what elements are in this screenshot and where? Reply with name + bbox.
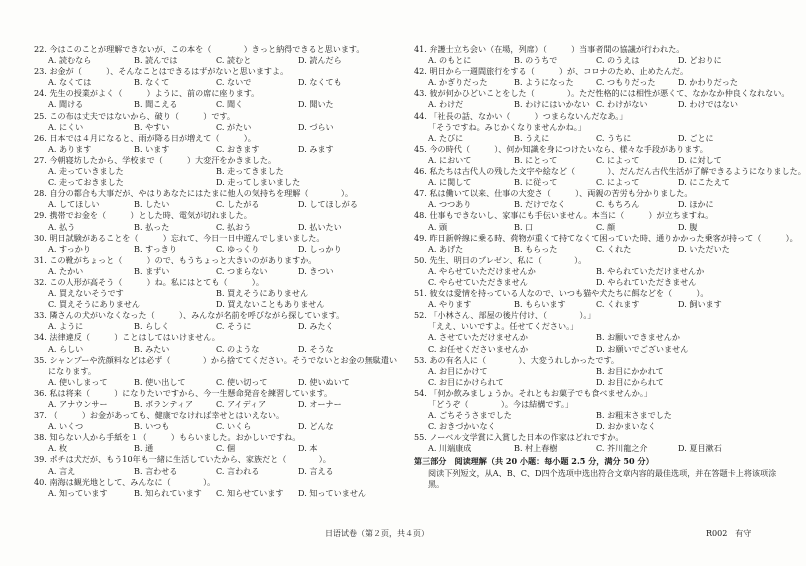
question-item <box>34 188 379 210</box>
answer-options <box>34 288 379 299</box>
answer-option: D. いただいた <box>678 243 730 254</box>
answer-options <box>34 399 379 410</box>
answer-option: B. やすい <box>134 121 170 132</box>
answer-option: C. くれた <box>596 243 632 254</box>
question-stem: 44. 「社長の話、なかい（ ）つまらないんだなあ。」 <box>414 110 628 121</box>
answer-option: D. 言える <box>298 465 334 476</box>
answer-option: B. のうちで <box>514 55 558 66</box>
answer-options <box>414 133 766 144</box>
answer-option: B. お願いできませんか <box>596 332 680 343</box>
answer-option: D. してほしがる <box>298 199 358 210</box>
question-stem: 31. この靴がちょっと（ ）ので、もうちょっと大きいのがありますか。 <box>34 254 317 265</box>
question-item <box>34 66 379 88</box>
answer-option: A. 枚 <box>48 443 68 454</box>
answer-option: B. 村上春樹 <box>514 443 558 454</box>
question-stem: 47. 私は働いて以来、仕事の大変さ（ ）、両親の苦労も分かりました。 <box>414 188 693 199</box>
answer-option: A. 買えないそうです <box>48 288 124 299</box>
answer-option: C. 聞く <box>216 99 244 110</box>
answer-option: B. みたい <box>134 343 170 354</box>
question-stem: 49. 昨日新幹線に乗る時、荷物が重くて持てなくて困っていた時、通りかかった乗客が持って（ ）。 <box>414 232 798 243</box>
question-item <box>34 210 379 232</box>
question-stem: 34. 法律違反（ ）ことはしてはいけません。 <box>34 332 220 343</box>
question-item <box>34 255 379 277</box>
answer-option: B. したい <box>134 199 170 210</box>
answer-option: B. 聞こえる <box>134 99 178 110</box>
answer-option: B. やられていただけませんか <box>596 265 705 276</box>
answer-options <box>414 366 766 377</box>
answer-option: C. お任せくださいませんか <box>428 343 529 354</box>
answer-option: D. 知っていません <box>298 487 367 498</box>
question-stem: 24. 先生の授業がよく（ ）ように、前の席に座ります。 <box>34 88 260 99</box>
question-stem: 33. 隣さんの犬がいなくなった（ ）、みんなが名前を呼びながら探しています。 <box>34 310 345 321</box>
question-stem-continued: 「どうぞ（ ）。今は結構です。」 <box>428 399 574 409</box>
question-stem: 40. 南海は観光地として、みんなに（ ）。 <box>34 476 216 487</box>
answer-option: D. みます <box>298 143 334 154</box>
answer-option: A. ように <box>48 321 84 332</box>
answer-option: D. みたく <box>298 321 334 332</box>
answer-option: D. なくても <box>298 77 342 88</box>
answer-option: C. うちに <box>596 132 632 143</box>
answer-option: D. そうな <box>298 343 334 354</box>
question-stem: 53. あの有名人に（ ）、大変うれしかったです。 <box>414 354 619 365</box>
answer-options <box>34 199 379 210</box>
question-stem: 35. シャンプーや洗顔料などは必ず（ ）から捨ててください。そうでないとお金の無駄遣い <box>34 354 398 365</box>
answer-option: C. おきます <box>216 143 260 154</box>
answer-option: B. うえに <box>514 132 550 143</box>
answer-option: B. 読んでは <box>134 55 178 66</box>
answer-option: B. 買えそうにありません <box>216 288 309 299</box>
question-stem: 23. お金が（ ）、そんなことはできるはずがないと思いますよ。 <box>34 66 289 77</box>
question-item <box>414 210 766 232</box>
answer-option: A. アナウンサー <box>48 399 108 409</box>
question-stem: 28. 自分の都合も大事だが、やはりあなたにはたまに他人の気持ちを理解（ ）。 <box>34 188 353 199</box>
answer-option: C. やらせていただきません <box>428 276 528 287</box>
answer-option: C. 知らせています <box>216 487 284 498</box>
answer-option: B. だけでなく <box>514 199 566 210</box>
answer-option: A. において <box>428 154 472 165</box>
answer-option: D. 聞いた <box>298 99 334 110</box>
answer-option: A. 使いしまって <box>48 376 108 387</box>
answer-options <box>414 199 766 210</box>
answer-option: D. オーナー <box>298 399 342 409</box>
question-item <box>414 288 766 310</box>
answer-option: C. お目にかけられて <box>428 376 504 387</box>
right-column <box>414 44 806 490</box>
question-stem: 54. 「何か飲みましょうか。それともお菓子でも食べませんか。」 <box>414 387 653 398</box>
question-stem: 29. 携帯でお金を（ ）とした時、電気が切れました。 <box>34 210 252 221</box>
question-stem: 22. 今はこのことが理解できないが、この本を（ ）きっと納得できると思います。 <box>34 44 365 54</box>
answer-option: A. たかい <box>48 265 84 276</box>
question-stem: 42. 明日から一週間旅行をする（ ）が、コロナのため、止めたんだ。 <box>414 66 689 77</box>
answer-option: B. 口 <box>514 221 534 232</box>
question-stem-continued: 「ええ、いいですよ。任せてください。」 <box>428 321 579 332</box>
answer-options <box>34 166 379 177</box>
answer-options <box>34 466 379 477</box>
question-item <box>34 277 379 310</box>
question-item <box>34 354 398 388</box>
answer-option: D. 本 <box>298 443 318 454</box>
answer-options <box>34 122 379 133</box>
question-item <box>34 155 379 188</box>
answer-option: B. もらった <box>514 243 558 254</box>
answer-options <box>34 421 379 432</box>
answer-option: A. 知っています <box>48 487 108 498</box>
question-item <box>414 388 766 432</box>
answer-option: A. させていただけませんか <box>428 332 529 343</box>
answer-option: B. すっきり <box>134 243 177 254</box>
answer-option: D. やられていただきません <box>596 276 697 287</box>
question-item <box>34 111 379 133</box>
answer-options <box>414 177 766 188</box>
answer-option: C. ないで <box>216 77 252 88</box>
question-item <box>414 188 766 210</box>
answer-options <box>414 344 766 355</box>
answer-option: A. たびに <box>428 132 464 143</box>
answer-option: A. にくい <box>48 121 84 132</box>
answer-options <box>34 321 379 332</box>
answer-option: C. がたい <box>216 121 252 132</box>
answer-option: B. らしく <box>134 321 170 332</box>
answer-option: D. に対して <box>678 154 722 165</box>
answer-option: C. 使い切って <box>216 376 268 387</box>
answer-options <box>34 344 379 355</box>
question-stem: 46. 私たちは古代人の残した文字や絵など（ ）、だんだん古代生活が了解できるようになりました。 <box>414 166 806 177</box>
answer-options <box>414 443 766 454</box>
answer-option: A. 読むなら <box>48 55 92 66</box>
question-item <box>414 111 766 144</box>
question-item <box>34 332 379 354</box>
question-item <box>34 233 379 255</box>
answer-option: B. 払った <box>134 221 170 232</box>
answer-option: D. しっかり <box>298 243 342 254</box>
answer-option: C. 言われる <box>216 465 260 476</box>
answer-options <box>34 55 379 66</box>
answer-option: B. 言わせる <box>134 465 178 476</box>
question-item <box>414 310 766 354</box>
answer-option: A. 聞ける <box>48 99 84 110</box>
answer-option: D. 腹 <box>678 221 698 232</box>
question-stem: 26. 日本では４月になると、雨が降る日が増えて（ ）。 <box>34 132 256 143</box>
answer-option: B. もらいます <box>514 299 566 310</box>
answer-option: B. に従って <box>514 177 558 188</box>
answer-option: A. してほしい <box>48 199 100 210</box>
question-stem: 51. 彼女は愛情を持っている人なので、いつも猫や犬たちに餌などを（ ）。 <box>414 288 709 299</box>
answer-options <box>34 266 379 277</box>
answer-option: D. ごとに <box>678 132 714 143</box>
answer-option: D. 払いたい <box>298 221 342 232</box>
answer-options <box>34 77 379 88</box>
answer-option: B. わけにはいかない <box>514 99 590 110</box>
answer-option: A. 走っていきました <box>48 166 124 177</box>
question-item <box>414 355 766 388</box>
answer-option: D. どんな <box>298 421 334 432</box>
answer-option: B. 走ってきました <box>216 166 284 177</box>
answer-option: D. 読んだら <box>298 55 342 66</box>
answer-option: B. 使い出して <box>134 376 186 387</box>
answer-options <box>34 99 379 110</box>
answer-option: B. なくて <box>134 77 170 88</box>
answer-option: C. のうえは <box>596 55 640 66</box>
answer-option: C. おきづかいなく <box>428 421 496 432</box>
answer-option: C. のような <box>216 343 260 354</box>
question-stem: 50. 先生、明日のプレゼン、私に（ ）。 <box>414 254 587 265</box>
answer-options <box>414 55 766 66</box>
answer-option: D. おかまいなく <box>596 421 656 432</box>
answer-option: C. 芥川龍之介 <box>596 443 648 454</box>
question-item <box>34 388 379 410</box>
question-stem: 43. 彼が何かひどいことをした（ ）。ただ性格的には相性が悪くて、なかなか仲良くなれない。 <box>414 88 790 99</box>
question-stem: 39. ポチは犬だが、もう10年も一緒に生活していたから、家族だと（ ）。 <box>34 454 331 465</box>
answer-option: A. らしい <box>48 343 84 354</box>
question-stem: 25. この布は丈夫ではないから、破り（ ）です。 <box>34 110 235 121</box>
answer-options <box>414 377 766 388</box>
answer-options <box>414 299 766 310</box>
answer-option: B. います <box>134 143 170 154</box>
answer-option: B. まずい <box>134 265 170 276</box>
answer-option: D. かわりだった <box>678 77 738 88</box>
answer-option: B. お粗末さまでした <box>596 410 672 421</box>
question-item <box>414 144 766 166</box>
answer-option: A. 川端康成 <box>428 443 472 454</box>
answer-option: C. によって <box>596 154 640 165</box>
answer-option: A. あげた <box>428 243 464 254</box>
page-footer: 日语试卷（第２页，共４页） <box>325 529 429 538</box>
answer-option: C. つもりだった <box>596 77 656 88</box>
question-stem: 55. ノーベル文学賞に入賞した日本の作家はどれですか。 <box>414 432 624 443</box>
question-item <box>34 410 379 432</box>
question-item <box>34 477 379 499</box>
paper-code: R002 有守 <box>706 529 752 538</box>
answer-option: A. あります <box>48 143 92 154</box>
answer-options <box>414 244 766 255</box>
answer-option: A. 払う <box>48 221 76 232</box>
question-stem-continued: 「そうですね。みじかくなりませんかね。」 <box>428 121 586 132</box>
answer-option: B. にとって <box>514 154 558 165</box>
answer-option: C. くれます <box>596 299 640 310</box>
answer-option: C. つまらない <box>216 265 268 276</box>
answer-options <box>414 277 766 288</box>
left-column <box>34 44 398 499</box>
question-item <box>414 255 766 288</box>
answer-option: A. つつあり <box>428 199 472 210</box>
answer-option: A. に関して <box>428 177 472 188</box>
answer-option: B. 知られています <box>134 487 202 498</box>
answer-option: C. によって <box>596 177 640 188</box>
answer-option: C. もちろん <box>596 199 640 210</box>
answer-options <box>414 77 766 88</box>
answer-options <box>414 332 766 343</box>
question-stem-continued: になります。 <box>48 365 96 376</box>
answer-options <box>34 488 379 499</box>
answer-options <box>34 377 379 388</box>
question-stem: 36. 私は将来（ ）になりたいですから、今一生懸命発音を練習しています。 <box>34 387 333 398</box>
answer-option: A. のもとに <box>428 55 472 66</box>
answer-option: D. ほかに <box>678 199 714 210</box>
answer-option: C. したがる <box>216 199 260 210</box>
answer-option: C. ゆっくり <box>216 243 260 254</box>
answer-option: C. いくら <box>216 421 252 432</box>
answer-option: B. 通 <box>134 443 154 454</box>
answer-option: C. 払おう <box>216 221 252 232</box>
answer-option: C. 顔 <box>596 221 616 232</box>
answer-options <box>34 299 379 310</box>
answer-option: D. にこたえて <box>678 177 730 188</box>
question-stem: 52. 「小林さん、部屋の後片付け、（ ）。」 <box>414 310 596 321</box>
question-item <box>34 88 379 110</box>
answer-option: A. すっかり <box>48 243 91 254</box>
answer-option: B. いつも <box>134 421 170 432</box>
answer-options <box>414 421 766 432</box>
answer-options <box>414 410 766 421</box>
question-item <box>414 166 806 188</box>
answer-option: D. わけではない <box>678 99 738 110</box>
answer-option: A. お目にかけて <box>428 365 488 376</box>
answer-option: D. 飼います <box>678 299 722 310</box>
answer-option: B. ようになった <box>514 77 574 88</box>
answer-option: B. お目にかかれて <box>596 365 664 376</box>
answer-option: A. わけだ <box>428 99 464 110</box>
question-stem: 37. （ ）お金があっても、健康でなければ幸せとはいえない。 <box>34 410 285 421</box>
question-stem: 41. 弁護士立ち会い（在場，列席）（ ）当事者間の協議が行われた。 <box>414 44 685 54</box>
question-item <box>34 310 379 332</box>
answer-option: D. づらい <box>298 121 334 132</box>
question-item <box>414 44 766 66</box>
question-stem: 48. 仕事もできないし、家事にも手伝いません。本当に（ ）が立ちますね。 <box>414 210 714 221</box>
section-title: 第三部分 阅读理解（共 20 小题：每小题 2.5 分，满分 50 分） <box>414 456 654 467</box>
question-item <box>34 133 379 155</box>
answer-option: D. きつい <box>298 265 334 276</box>
answer-options <box>414 155 766 166</box>
answer-option: C. 読むと <box>216 55 252 66</box>
answer-option: A. やらせていただけませんか <box>428 265 536 276</box>
answer-option: B. ボランティア <box>134 399 194 409</box>
answer-option: D. 買えないこともありません <box>216 299 325 310</box>
answer-option: D. 夏目漱石 <box>678 443 722 454</box>
answer-option: D. 使いぬいて <box>298 376 350 387</box>
section-instructions: 阅读下列短文，从A、B、C、D四个选项中选出符合文章内容的最佳选项，并在答题卡上将该项涂黑。 <box>428 467 777 489</box>
question-stem: 30. 明日試験があることを（ ）忘れて、今日一日中遊んでしまいました。 <box>34 232 325 243</box>
answer-option: C. 走っておきました <box>48 177 124 188</box>
answer-options <box>414 266 766 277</box>
answer-options <box>34 177 379 188</box>
answer-options <box>34 244 379 255</box>
answer-option: C. わけがない <box>596 99 648 110</box>
question-stem: 32. この人形が高そう（ ）ね。私にはとても（ ）。 <box>34 276 264 287</box>
question-stem: 38. 知らない人から手紙を１（ ）もらいました。おかしいですね。 <box>34 432 301 443</box>
answer-option: A. 頭 <box>428 221 448 232</box>
answer-option: C. アイディア <box>216 399 267 409</box>
answer-option: A. かぎりだった <box>428 77 488 88</box>
answer-option: A. やります <box>428 299 472 310</box>
answer-option: C. そうに <box>216 321 252 332</box>
question-item <box>34 44 379 66</box>
answer-option: A. ごちそうさまでした <box>428 410 512 421</box>
question-stem: 27. 今朝寝坊したから、学校まで（ ）大変汗をかきました。 <box>34 154 277 165</box>
question-item <box>414 232 798 255</box>
question-item <box>414 432 766 454</box>
question-item <box>414 66 766 88</box>
question-item <box>414 88 790 110</box>
answer-option: D. 走ってしまいました <box>216 177 301 188</box>
answer-options <box>414 222 766 233</box>
answer-options <box>34 443 379 454</box>
answer-option: A. なくては <box>48 77 92 88</box>
answer-options <box>414 99 766 110</box>
answer-option: D. お目にかられて <box>596 376 665 387</box>
question-item <box>34 432 379 454</box>
answer-options <box>34 222 379 233</box>
answer-options <box>34 144 379 155</box>
question-item <box>34 454 379 476</box>
answer-option: D. お願いでございません <box>596 343 689 354</box>
answer-option: C. 個 <box>216 443 236 454</box>
question-stem: 45. 今の時代（ ）、何か知識を身につけたいなら、様々な手段があります。 <box>414 143 708 154</box>
answer-option: A. いくつ <box>48 421 84 432</box>
answer-option: A. 言え <box>48 465 76 476</box>
answer-option: C. 買えそうにありません <box>48 299 140 310</box>
answer-option: D. どおりに <box>678 55 722 66</box>
